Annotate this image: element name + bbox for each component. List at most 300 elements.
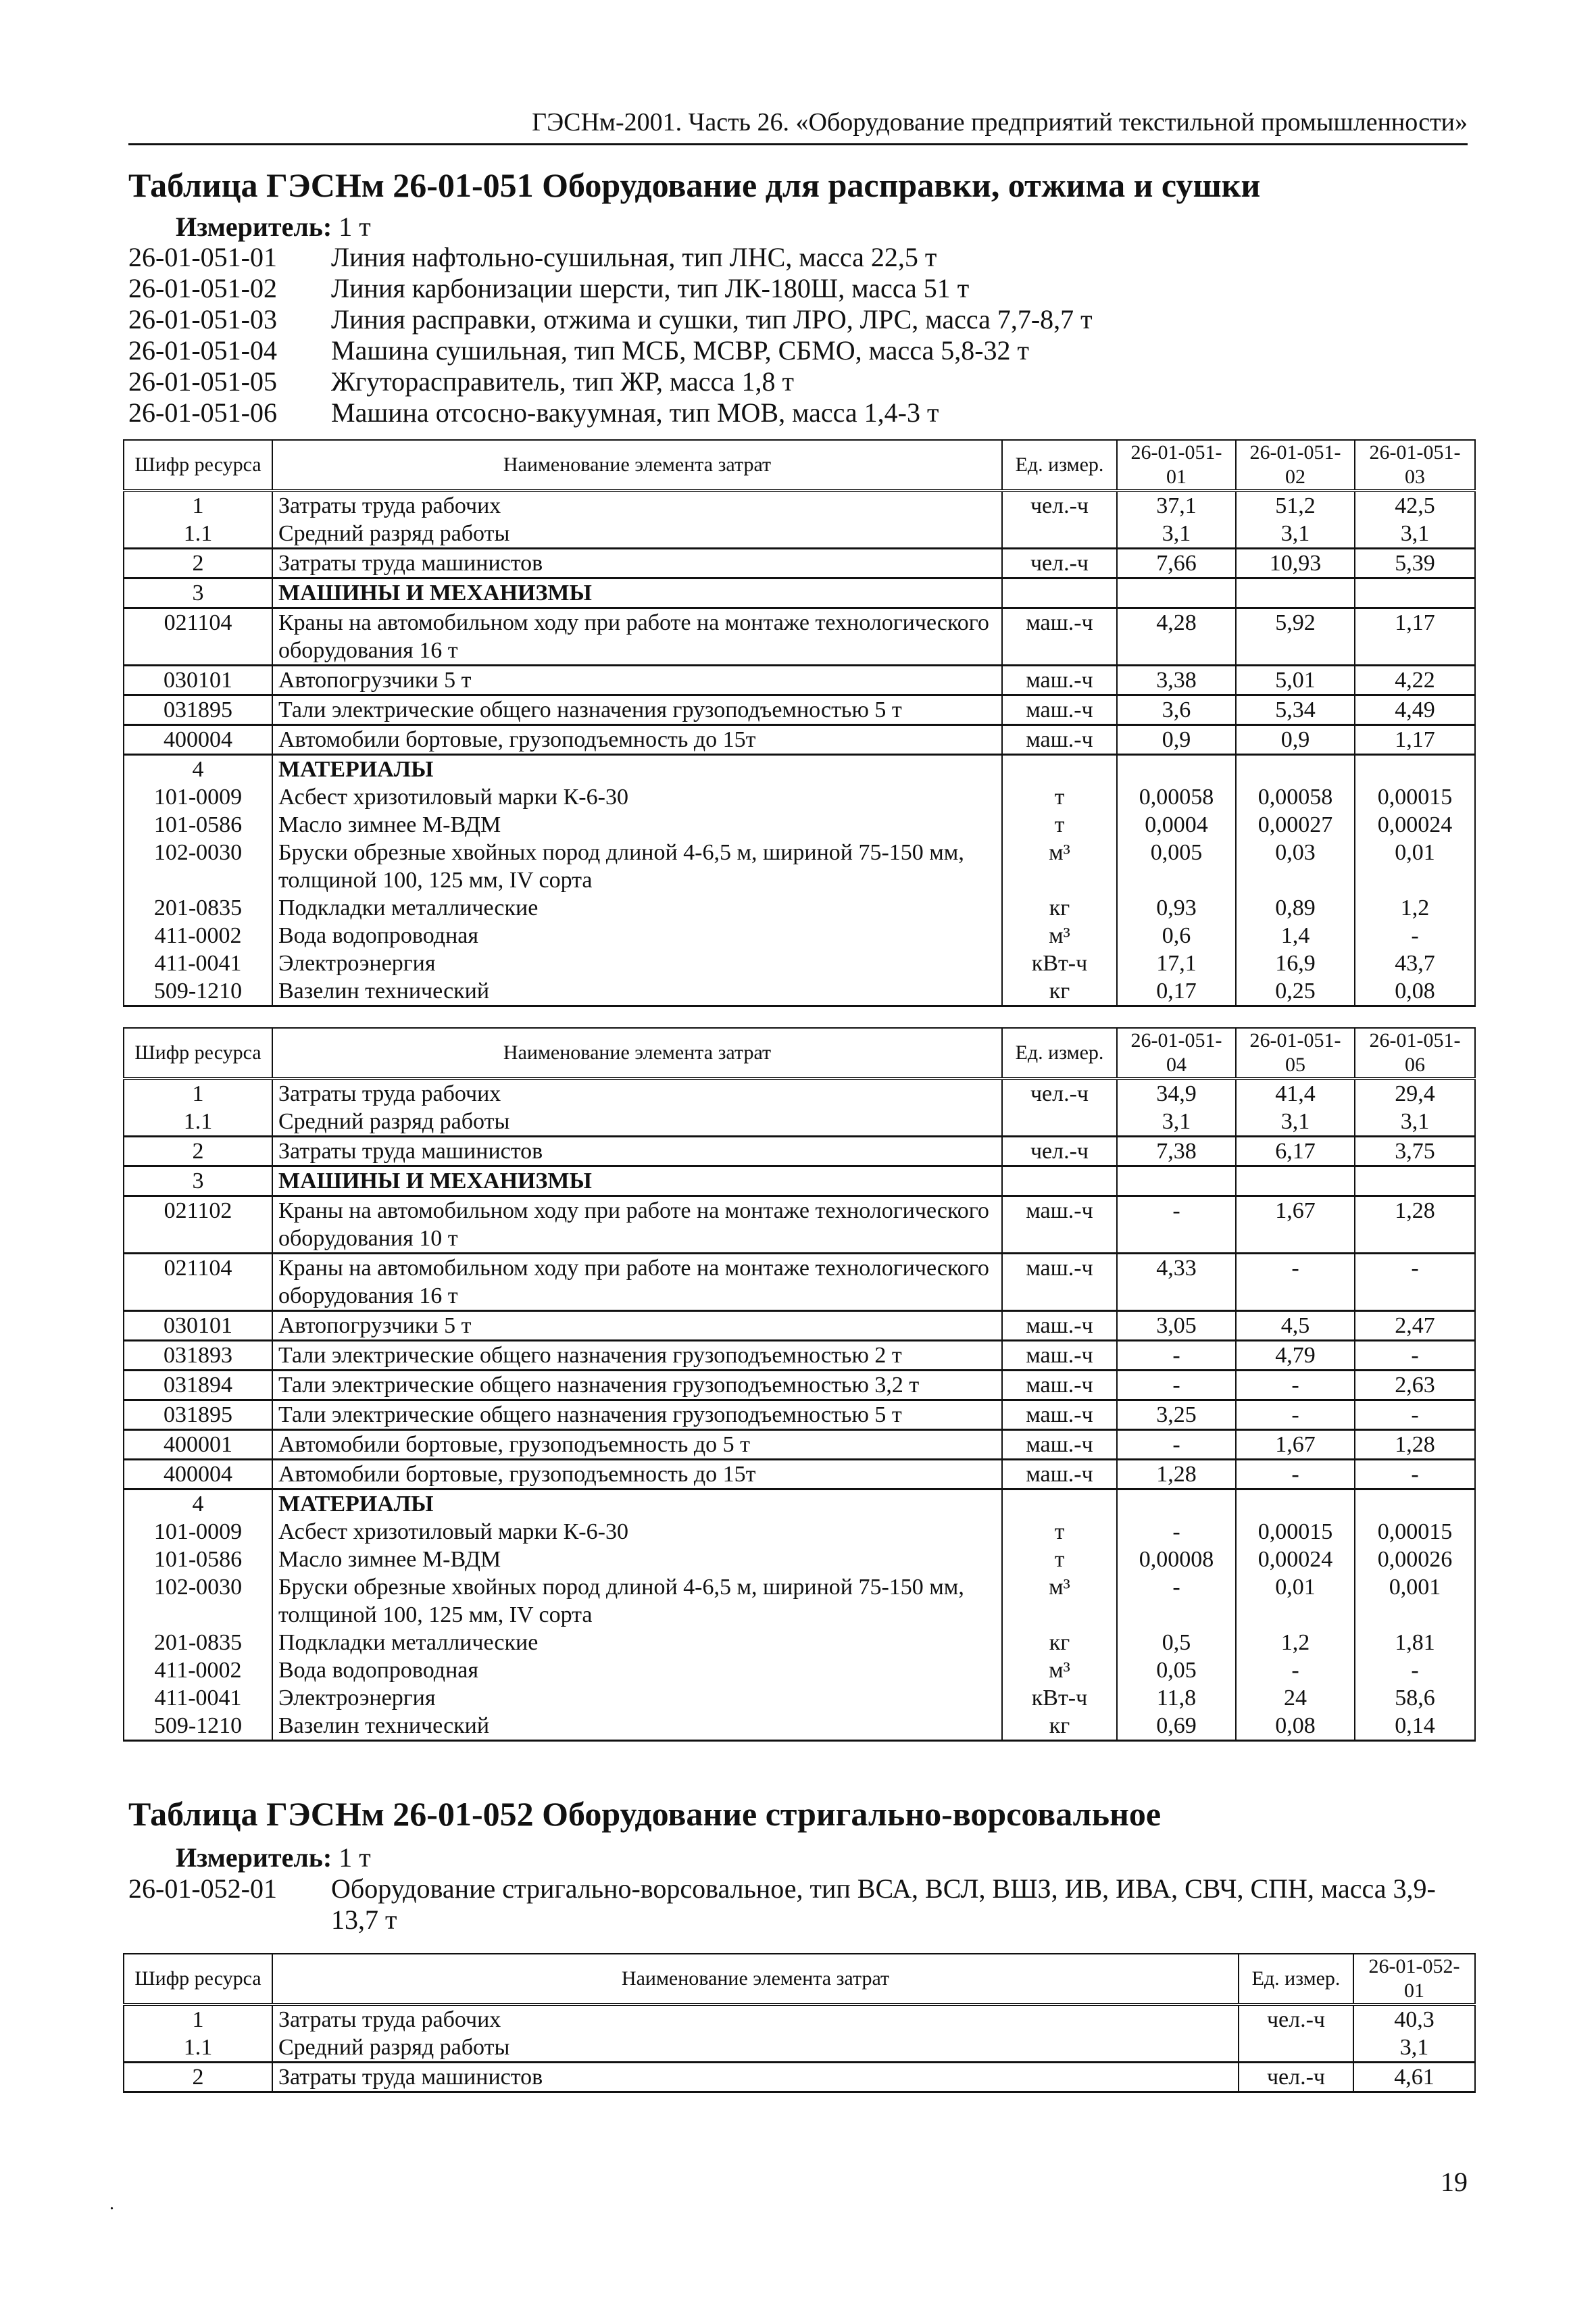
table-row (124, 950, 1475, 977)
cost-element-cell: Краны на автомобильном ходу при работе на монтаже технологического оборудования 16 т (272, 608, 1002, 666)
unit-cell: м³ (1002, 1573, 1117, 1629)
col-code-header: Шифр ресурса (124, 1954, 272, 2004)
resource-code-cell: 1 (124, 2004, 272, 2034)
value-cell: 0,69 (1117, 1712, 1236, 1741)
col-code-header: Шифр ресурса (124, 1028, 272, 1079)
value-cell (1117, 578, 1236, 608)
value-cell: 4,61 (1353, 2063, 1475, 2092)
cost-element-cell: Средний разряд работы (272, 2034, 1239, 2063)
resource-code-cell: 101-0586 (124, 811, 272, 839)
table-header-row (124, 1028, 1475, 1079)
unit-cell (1239, 2034, 1353, 2063)
value-cell (1117, 1166, 1236, 1196)
cost-element-cell: Затраты труда рабочих (272, 1079, 1002, 1108)
table-row (124, 1629, 1475, 1656)
value-cell (1236, 578, 1355, 608)
cost-element-cell: Вазелин технический (272, 1712, 1002, 1741)
unit-cell: м³ (1002, 839, 1117, 894)
resource-code-cell: 411-0002 (124, 922, 272, 950)
running-header: ГЭСНм-2001. Часть 26. «Оборудование предприятий текстильной промышленности» (128, 101, 1468, 145)
table-row (124, 1108, 1475, 1137)
unit-cell (1002, 578, 1117, 608)
measure-value: 1 т (339, 212, 371, 242)
table-row (124, 1166, 1475, 1196)
code-line (128, 366, 1473, 397)
value-cell: 4,5 (1236, 1311, 1355, 1341)
resource-code-cell: 021102 (124, 1196, 272, 1254)
col-name-header: Наименование элемента затрат (272, 440, 1002, 491)
resource-code-cell: 201-0835 (124, 1629, 272, 1656)
table-052-measure (176, 1842, 371, 1873)
value-cell: 0,9 (1236, 725, 1355, 755)
value-cell: 10,93 (1236, 549, 1355, 578)
unit-cell: маш.-ч (1002, 1311, 1117, 1341)
col-unit-header: Ед. измер. (1002, 440, 1117, 491)
value-cell: 1,28 (1117, 1460, 1236, 1490)
cost-element-cell: Тали электрические общего назначения грузоподъемностью 5 т (272, 1400, 1002, 1430)
unit-cell: маш.-ч (1002, 1430, 1117, 1460)
code-description: Оборудование стригально-ворсовальное, тип ВСА, ВСЛ, ВШЗ, ИВ, ИВА, СВЧ, СПН, масса 3,9-13,7 т (331, 1873, 1436, 1935)
unit-cell: чел.-ч (1239, 2004, 1353, 2034)
value-cell: 0,03 (1236, 839, 1355, 894)
resource-code-cell: 3 (124, 578, 272, 608)
unit-cell (1002, 1490, 1117, 1519)
col-code-header: Шифр ресурса (124, 440, 272, 491)
cost-element-cell: Тали электрические общего назначения грузоподъемностью 2 т (272, 1341, 1002, 1371)
value-cell: - (1236, 1460, 1355, 1490)
unit-cell: кВт-ч (1002, 1684, 1117, 1712)
unit-cell (1002, 520, 1117, 549)
value-cell: 1,28 (1355, 1196, 1475, 1254)
cost-element-cell: Краны на автомобильном ходу при работе на монтаже технологического оборудования 16 т (272, 1254, 1002, 1311)
resource-code-cell: 101-0009 (124, 783, 272, 811)
table-row (124, 1684, 1475, 1712)
cost-element-cell: МАШИНЫ И МЕХАНИЗМЫ (272, 1166, 1002, 1196)
resource-code-cell: 400004 (124, 725, 272, 755)
cost-element-cell: МАТЕРИАЛЫ (272, 755, 1002, 784)
unit-cell: кВт-ч (1002, 950, 1117, 977)
value-cell: 43,7 (1355, 950, 1475, 977)
table-row (124, 608, 1475, 666)
table-row (124, 811, 1475, 839)
value-cell: 5,92 (1236, 608, 1355, 666)
table-row (124, 922, 1475, 950)
value-cell: - (1236, 1371, 1355, 1400)
value-cell: 0,93 (1117, 894, 1236, 922)
unit-cell (1002, 755, 1117, 784)
value-cell: 16,9 (1236, 950, 1355, 977)
value-cell: 0,05 (1117, 1656, 1236, 1684)
code-id: 26-01-051-06 (128, 397, 277, 428)
cost-element-cell: Автопогрузчики 5 т (272, 1311, 1002, 1341)
unit-cell: т (1002, 811, 1117, 839)
value-cell (1355, 1490, 1475, 1519)
value-cell: - (1236, 1656, 1355, 1684)
value-cell: 0,005 (1117, 839, 1236, 894)
unit-cell: т (1002, 783, 1117, 811)
value-cell: 1,28 (1355, 1430, 1475, 1460)
value-cell: 34,9 (1117, 1079, 1236, 1108)
resource-code-cell: 411-0041 (124, 950, 272, 977)
value-cell: 3,1 (1117, 520, 1236, 549)
value-cell: 3,1 (1355, 1108, 1475, 1137)
table-row (124, 894, 1475, 922)
table-row (124, 2034, 1475, 2063)
value-cell: 0,00015 (1236, 1518, 1355, 1546)
value-cell (1117, 755, 1236, 784)
table-row (124, 695, 1475, 725)
value-cell: - (1236, 1400, 1355, 1430)
table-row (124, 839, 1475, 894)
value-cell: 0,17 (1117, 977, 1236, 1006)
value-cell: 0,6 (1117, 922, 1236, 950)
unit-cell: маш.-ч (1002, 666, 1117, 695)
table-header-row (124, 1954, 1475, 2004)
cost-element-cell: Автомобили бортовые, грузоподъемность до 5 т (272, 1430, 1002, 1460)
value-cell: - (1355, 1656, 1475, 1684)
value-cell: 2,63 (1355, 1371, 1475, 1400)
table-row (124, 2063, 1475, 2092)
value-cell: - (1355, 1341, 1475, 1371)
value-cell: 0,00008 (1117, 1546, 1236, 1573)
unit-cell: чел.-ч (1002, 491, 1117, 520)
value-cell: - (1117, 1518, 1236, 1546)
resource-code-cell: 411-0002 (124, 1656, 272, 1684)
code-line (128, 397, 1473, 428)
value-cell: 0,14 (1355, 1712, 1475, 1741)
code-id: 26-01-051-03 (128, 304, 277, 335)
value-cell: - (1355, 922, 1475, 950)
code-line (128, 335, 1473, 366)
value-cell: 4,28 (1117, 608, 1236, 666)
col-value-header: 26-01-051-06 (1355, 1028, 1475, 1079)
unit-cell: т (1002, 1518, 1117, 1546)
table-051-part-a (123, 439, 1476, 1007)
value-cell: 37,1 (1117, 491, 1236, 520)
resource-code-cell: 030101 (124, 666, 272, 695)
value-cell: 4,79 (1236, 1341, 1355, 1371)
code-description: Линия расправки, отжима и сушки, тип ЛРО, ЛРС, масса 7,7-8,7 т (331, 304, 1093, 335)
table-row (124, 2004, 1475, 2034)
value-cell: 1,67 (1236, 1430, 1355, 1460)
table-052 (123, 1953, 1476, 2093)
table-row (124, 520, 1475, 549)
value-cell: 3,1 (1117, 1108, 1236, 1137)
resource-code-cell: 411-0041 (124, 1684, 272, 1712)
value-cell: 0,01 (1236, 1573, 1355, 1629)
resource-code-cell: 2 (124, 2063, 272, 2092)
unit-cell: т (1002, 1546, 1117, 1573)
resource-code-cell: 031895 (124, 695, 272, 725)
unit-cell: м³ (1002, 1656, 1117, 1684)
cost-element-cell: Бруски обрезные хвойных пород длиной 4-6,5 м, шириной 75-150 мм, толщиной 100, 125 мм, IV сорта (272, 839, 1002, 894)
cost-element-cell: Бруски обрезные хвойных пород длиной 4-6,5 м, шириной 75-150 мм, толщиной 100, 125 мм, IV сорта (272, 1573, 1002, 1629)
resource-code-cell: 031895 (124, 1400, 272, 1430)
value-cell: 3,38 (1117, 666, 1236, 695)
value-cell: 1,81 (1355, 1629, 1475, 1656)
table-051-measure (176, 211, 371, 243)
table-row (124, 1712, 1475, 1741)
unit-cell: кг (1002, 894, 1117, 922)
resource-code-cell: 031894 (124, 1371, 272, 1400)
resource-code-cell: 030101 (124, 1311, 272, 1341)
col-unit-header: Ед. измер. (1239, 1954, 1353, 2004)
resource-code-cell: 1.1 (124, 1108, 272, 1137)
unit-cell: маш.-ч (1002, 1371, 1117, 1400)
table-052-code-list (128, 1873, 1473, 1936)
cost-element-cell: Краны на автомобильном ходу при работе на монтаже технологического оборудования 10 т (272, 1196, 1002, 1254)
resource-code-cell: 102-0030 (124, 839, 272, 894)
table-row (124, 1400, 1475, 1430)
cost-element-cell: Вода водопроводная (272, 1656, 1002, 1684)
cost-element-cell: МАШИНЫ И МЕХАНИЗМЫ (272, 578, 1002, 608)
code-id: 26-01-051-04 (128, 335, 277, 366)
table-row (124, 1311, 1475, 1341)
value-cell: - (1117, 1196, 1236, 1254)
code-id: 26-01-051-02 (128, 273, 277, 303)
resource-code-cell: 2 (124, 1137, 272, 1166)
page-number: 19 (1441, 2167, 1468, 2197)
value-cell: 0,00058 (1117, 783, 1236, 811)
code-line (128, 273, 1473, 304)
cost-element-cell: Вода водопроводная (272, 922, 1002, 950)
table-row (124, 1656, 1475, 1684)
value-cell: - (1117, 1430, 1236, 1460)
value-cell: 1,4 (1236, 922, 1355, 950)
table-row (124, 1079, 1475, 1108)
cost-element-cell: Автомобили бортовые, грузоподъемность до 15т (272, 1460, 1002, 1490)
unit-cell: маш.-ч (1002, 1196, 1117, 1254)
table-052-title: Таблица ГЭСНм 26-01-052 Оборудование стригально-ворсовальное (128, 1795, 1162, 1833)
value-cell: 0,89 (1236, 894, 1355, 922)
value-cell: 17,1 (1117, 950, 1236, 977)
resource-code-cell: 3 (124, 1166, 272, 1196)
value-cell: 3,25 (1117, 1400, 1236, 1430)
resource-code-cell: 101-0009 (124, 1518, 272, 1546)
col-unit-header: Ед. измер. (1002, 1028, 1117, 1079)
value-cell: 4,33 (1117, 1254, 1236, 1311)
unit-cell: маш.-ч (1002, 608, 1117, 666)
table-row (124, 1546, 1475, 1573)
value-cell: 0,00024 (1236, 1546, 1355, 1573)
value-cell: - (1355, 1400, 1475, 1430)
cost-element-cell: Тали электрические общего назначения грузоподъемностью 5 т (272, 695, 1002, 725)
col-value-header: 26-01-051-04 (1117, 1028, 1236, 1079)
resource-code-cell: 021104 (124, 608, 272, 666)
unit-cell: маш.-ч (1002, 1460, 1117, 1490)
value-cell: 1,17 (1355, 725, 1475, 755)
unit-cell (1002, 1108, 1117, 1137)
unit-cell: маш.-ч (1002, 1400, 1117, 1430)
cost-element-cell: Подкладки металлические (272, 894, 1002, 922)
value-cell: 11,8 (1117, 1684, 1236, 1712)
value-cell: 0,5 (1117, 1629, 1236, 1656)
cost-element-cell: Средний разряд работы (272, 1108, 1002, 1137)
value-cell: 4,49 (1355, 695, 1475, 725)
cost-element-cell: Электроэнергия (272, 1684, 1002, 1712)
resource-code-cell: 1.1 (124, 2034, 272, 2063)
value-cell: 0,00024 (1355, 811, 1475, 839)
unit-cell: кг (1002, 1629, 1117, 1656)
cost-element-cell: Масло зимнее М-ВДМ (272, 811, 1002, 839)
unit-cell: чел.-ч (1002, 1079, 1117, 1108)
table-row (124, 1573, 1475, 1629)
value-cell: 3,6 (1117, 695, 1236, 725)
code-line (128, 1873, 1473, 1936)
code-id: 26-01-051-01 (128, 242, 277, 272)
unit-cell: маш.-ч (1002, 695, 1117, 725)
col-value-header: 26-01-051-05 (1236, 1028, 1355, 1079)
value-cell: - (1236, 1254, 1355, 1311)
table-row (124, 1137, 1475, 1166)
resource-code-cell: 400004 (124, 1460, 272, 1490)
cost-element-cell: Подкладки металлические (272, 1629, 1002, 1656)
value-cell: 1,17 (1355, 608, 1475, 666)
value-cell: 4,22 (1355, 666, 1475, 695)
value-cell: 0,08 (1355, 977, 1475, 1006)
code-line (128, 304, 1473, 335)
table-row (124, 755, 1475, 784)
value-cell: 0,00027 (1236, 811, 1355, 839)
value-cell: 1,2 (1236, 1629, 1355, 1656)
table-header-row (124, 440, 1475, 491)
resource-code-cell: 4 (124, 1490, 272, 1519)
cost-element-cell: Затраты труда рабочих (272, 491, 1002, 520)
value-cell: 0,08 (1236, 1712, 1355, 1741)
unit-cell: маш.-ч (1002, 725, 1117, 755)
value-cell (1355, 1166, 1475, 1196)
value-cell: - (1117, 1341, 1236, 1371)
value-cell: 0,0004 (1117, 811, 1236, 839)
table-051-part-b (123, 1027, 1476, 1742)
measure-label: Измеритель: (176, 212, 332, 242)
value-cell: 5,34 (1236, 695, 1355, 725)
table-row (124, 1430, 1475, 1460)
code-description: Машина сушильная, тип МСБ, МСВР, СБМО, масса 5,8-32 т (331, 335, 1030, 366)
table-row (124, 578, 1475, 608)
value-cell: - (1117, 1573, 1236, 1629)
value-cell: - (1355, 1460, 1475, 1490)
unit-cell: маш.-ч (1002, 1341, 1117, 1371)
value-cell: 42,5 (1355, 491, 1475, 520)
table-row (124, 1490, 1475, 1519)
cost-element-cell: МАТЕРИАЛЫ (272, 1490, 1002, 1519)
value-cell: - (1355, 1254, 1475, 1311)
unit-cell: м³ (1002, 922, 1117, 950)
table-row (124, 977, 1475, 1006)
unit-cell: чел.-ч (1239, 2063, 1353, 2092)
table-row (124, 666, 1475, 695)
table-row (124, 1460, 1475, 1490)
unit-cell: кг (1002, 977, 1117, 1006)
table-row (124, 1196, 1475, 1254)
value-cell: 3,05 (1117, 1311, 1236, 1341)
value-cell: 0,001 (1355, 1573, 1475, 1629)
col-value-header: 26-01-051-02 (1236, 440, 1355, 491)
table-row (124, 1518, 1475, 1546)
value-cell: - (1117, 1371, 1236, 1400)
resource-code-cell: 201-0835 (124, 894, 272, 922)
resource-code-cell: 031893 (124, 1341, 272, 1371)
resource-code-cell: 509-1210 (124, 977, 272, 1006)
unit-cell: кг (1002, 1712, 1117, 1741)
value-cell (1236, 1166, 1355, 1196)
table-row (124, 549, 1475, 578)
table-051-code-list (128, 242, 1473, 428)
resource-code-cell: 509-1210 (124, 1712, 272, 1741)
value-cell: 0,9 (1117, 725, 1236, 755)
code-description: Машина отсосно-вакуумная, тип МОВ, масса 1,4-3 т (331, 397, 939, 428)
resource-code-cell: 102-0030 (124, 1573, 272, 1629)
cost-element-cell: Масло зимнее М-ВДМ (272, 1546, 1002, 1573)
cost-element-cell: Средний разряд работы (272, 520, 1002, 549)
value-cell: 0,25 (1236, 977, 1355, 1006)
table-row (124, 1341, 1475, 1371)
table-row (124, 1254, 1475, 1311)
cost-element-cell: Затраты труда машинистов (272, 549, 1002, 578)
col-value-header: 26-01-052-01 (1353, 1954, 1475, 2004)
value-cell: 3,75 (1355, 1137, 1475, 1166)
value-cell: 0,00015 (1355, 783, 1475, 811)
resource-code-cell: 2 (124, 549, 272, 578)
resource-code-cell: 021104 (124, 1254, 272, 1311)
resource-code-cell: 4 (124, 755, 272, 784)
resource-code-cell: 1 (124, 1079, 272, 1108)
value-cell: 24 (1236, 1684, 1355, 1712)
value-cell: 5,39 (1355, 549, 1475, 578)
resource-code-cell: 1 (124, 491, 272, 520)
unit-cell: чел.-ч (1002, 1137, 1117, 1166)
col-value-header: 26-01-051-01 (1117, 440, 1236, 491)
table-row (124, 491, 1475, 520)
table-051-title: Таблица ГЭСНм 26-01-051 Оборудование для расправки, отжима и сушки (128, 166, 1261, 204)
resource-code-cell: 101-0586 (124, 1546, 272, 1573)
value-cell: 1,2 (1355, 894, 1475, 922)
code-description: Жгуторасправитель, тип ЖР, масса 1,8 т (331, 366, 794, 397)
col-name-header: Наименование элемента затрат (272, 1028, 1002, 1079)
cost-element-cell: Затраты труда рабочих (272, 2004, 1239, 2034)
measure-value: 1 т (339, 1842, 371, 1873)
value-cell (1355, 755, 1475, 784)
cost-element-cell: Электроэнергия (272, 950, 1002, 977)
value-cell: 3,1 (1353, 2034, 1475, 2063)
cost-element-cell: Затраты труда машинистов (272, 1137, 1002, 1166)
value-cell: 5,01 (1236, 666, 1355, 695)
value-cell (1236, 755, 1355, 784)
measure-label: Измеритель: (176, 1842, 332, 1873)
value-cell: 3,1 (1236, 1108, 1355, 1137)
value-cell: 7,38 (1117, 1137, 1236, 1166)
value-cell: 41,4 (1236, 1079, 1355, 1108)
value-cell: 6,17 (1236, 1137, 1355, 1166)
resource-code-cell: 1.1 (124, 520, 272, 549)
value-cell: 0,00058 (1236, 783, 1355, 811)
cost-element-cell: Асбест хризотиловый марки К-6-30 (272, 1518, 1002, 1546)
value-cell: 29,4 (1355, 1079, 1475, 1108)
value-cell (1236, 1490, 1355, 1519)
value-cell (1355, 578, 1475, 608)
value-cell: 7,66 (1117, 549, 1236, 578)
unit-cell: чел.-ч (1002, 549, 1117, 578)
value-cell: 3,1 (1355, 520, 1475, 549)
resource-code-cell: 400001 (124, 1430, 272, 1460)
code-line (128, 242, 1473, 273)
value-cell: 0,00015 (1355, 1518, 1475, 1546)
code-id: 26-01-051-05 (128, 366, 277, 397)
code-id: 26-01-052-01 (128, 1873, 277, 1904)
value-cell: 51,2 (1236, 491, 1355, 520)
value-cell: 40,3 (1353, 2004, 1475, 2034)
